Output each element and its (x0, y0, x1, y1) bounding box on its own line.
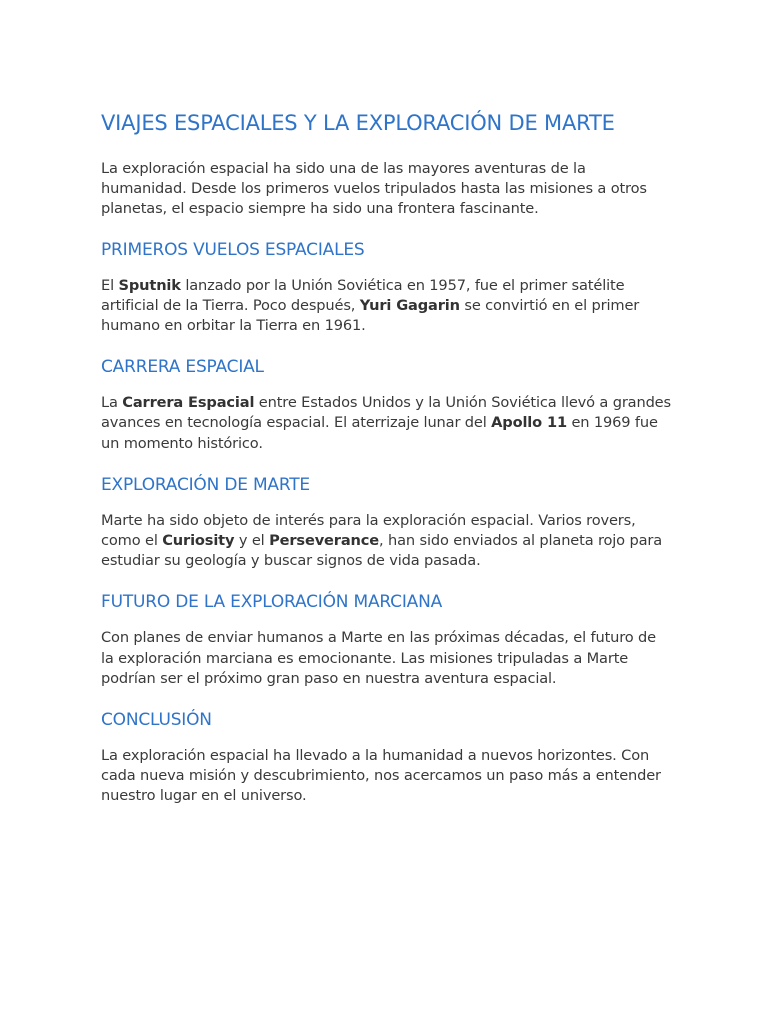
text-run: , han sido enviados al planeta rojo para (379, 532, 663, 550)
bold-term-sputnik: Sputnik (118, 276, 181, 294)
section-paragraph-exploracion-marte (101, 511, 681, 572)
paragraph-line: planetas, el espacio siempre ha sido una frontera fascinante. (101, 200, 539, 218)
paragraph-line: Con planes de enviar humanos a Marte en las próximas décadas, el futuro de (101, 629, 656, 647)
bold-term-curiosity: Curiosity (162, 532, 235, 550)
paragraph-line (101, 296, 681, 316)
text-run: lanzado por la Unión Soviética en 1957, fue el primer satélite (180, 276, 625, 294)
section-paragraph-conclusion (101, 746, 681, 807)
paragraph-line: Marte ha sido objeto de interés para la exploración espacial. Varios rovers, (101, 511, 636, 529)
text-run: La (101, 394, 123, 412)
document-title: VIAJES ESPACIALES Y LA EXPLORACIÓN DE MARTE (101, 111, 615, 135)
text-run: avances en tecnología espacial. El aterrizaje lunar del (101, 414, 492, 432)
paragraph-line: un momento histórico. (101, 434, 263, 452)
paragraph-line: humano en orbitar la Tierra en 1961. (101, 317, 366, 335)
text-run: se convirtió en el primer (459, 296, 640, 314)
paragraph-line (101, 413, 681, 433)
text-run: El (101, 276, 119, 294)
paragraph-line: humanidad. Desde los primeros vuelos tripulados hasta las misiones a otros (101, 180, 647, 198)
intro-paragraph (101, 159, 681, 220)
paragraph-line: cada nueva misión y descubrimiento, nos acercamos un paso más a entender (101, 767, 661, 785)
section-paragraph-futuro (101, 628, 681, 689)
paragraph-line: podrían ser el próximo gran paso en nuestra aventura espacial. (101, 669, 557, 687)
section-heading-carrera-espacial: CARRERA ESPACIAL (101, 357, 264, 378)
section-heading-exploracion-marte: EXPLORACIÓN DE MARTE (101, 474, 310, 495)
text-run: artificial de la Tierra. Poco después, (101, 296, 360, 314)
paragraph-line: nuestro lugar en el universo. (101, 787, 307, 805)
paragraph-line: la exploración marciana es emocionante. Las misiones tripuladas a Marte (101, 649, 629, 667)
document-page (101, 108, 681, 826)
paragraph-line: estudiar su geología y buscar signos de vida pasada. (101, 552, 481, 570)
text-run: en 1969 fue (566, 414, 658, 432)
section-paragraph-primeros-vuelos (101, 276, 681, 337)
text-run: y el (234, 532, 270, 550)
text-run: como el (101, 532, 163, 550)
bold-term-perseverance: Perseverance (269, 532, 380, 550)
section-paragraph-carrera-espacial (101, 393, 681, 454)
paragraph-line (101, 531, 681, 551)
paragraph-line: La exploración espacial ha llevado a la humanidad a nuevos horizontes. Con (101, 747, 650, 765)
bold-term-carrera-espacial: Carrera Espacial (122, 394, 255, 412)
paragraph-line (101, 276, 681, 296)
section-heading-primeros-vuelos: PRIMEROS VUELOS ESPACIALES (101, 239, 365, 260)
text-run: entre Estados Unidos y la Unión Soviética llevó a grandes (254, 394, 671, 412)
bold-term-apollo-11: Apollo 11 (491, 414, 567, 432)
paragraph-line: La exploración espacial ha sido una de las mayores aventuras de la (101, 160, 586, 177)
section-heading-futuro: FUTURO DE LA EXPLORACIÓN MARCIANA (101, 592, 443, 613)
paragraph-line (101, 393, 681, 413)
section-heading-conclusion: CONCLUSIÓN (101, 710, 212, 731)
bold-term-yuri-gagarin: Yuri Gagarin (359, 296, 460, 314)
